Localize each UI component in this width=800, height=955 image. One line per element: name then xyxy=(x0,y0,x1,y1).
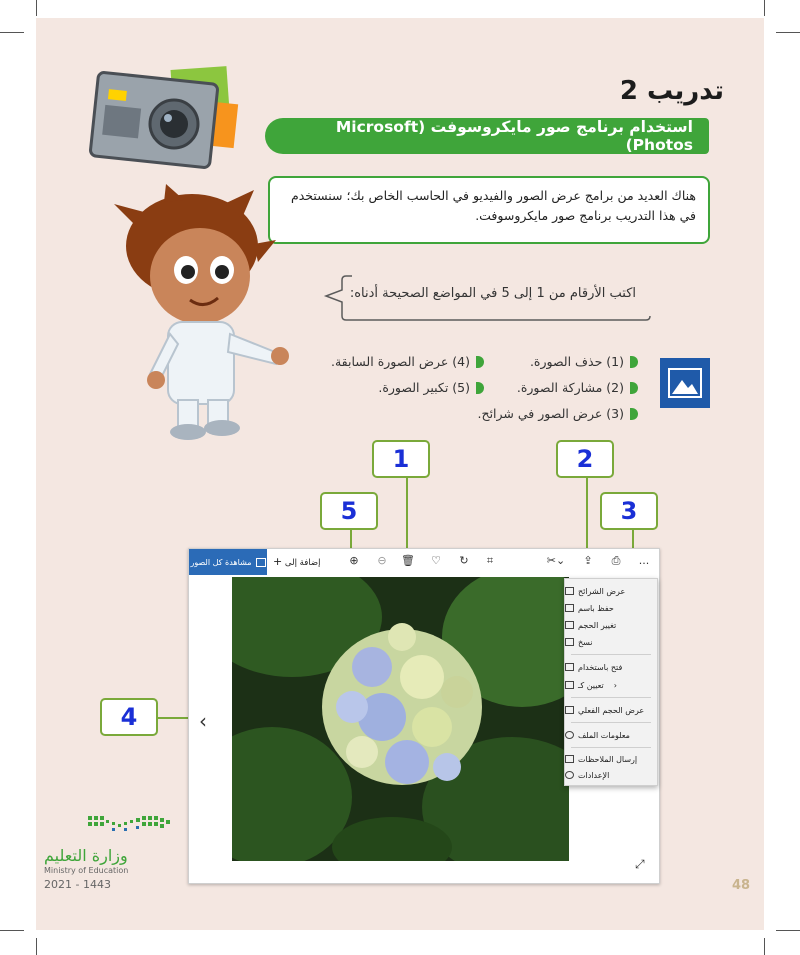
ministry-logo-mark xyxy=(88,812,174,834)
camera-illustration xyxy=(88,62,252,174)
crop-mark xyxy=(764,0,765,16)
crop-mark xyxy=(0,32,24,33)
crop-mark xyxy=(776,32,800,33)
boy-illustration xyxy=(104,184,294,442)
open-with-icon xyxy=(565,663,574,671)
hydrangea-photo xyxy=(232,577,569,861)
menu-item-set-as[interactable]: ‹ تعيين كـ xyxy=(565,677,657,693)
fullscreen-expand-icon[interactable]: ⤢ xyxy=(635,857,645,871)
academic-year: 2021 - 1443 xyxy=(44,878,111,891)
crop-mark xyxy=(776,930,800,931)
legend-item-1: (1) حذف الصورة. xyxy=(530,354,638,369)
intro-paragraph: هناك العديد من برامج عرض الصور والفيديو في الحاسب الخاص بك؛ سنستخدم في هذا التدريب برنامج صور مايكروسوفت. xyxy=(268,176,710,244)
ministry-name-english: Ministry of Education xyxy=(44,866,129,875)
photos-app-icon xyxy=(660,358,710,408)
menu-item-slideshow[interactable]: عرض الشرائح xyxy=(565,583,657,599)
add-to-button[interactable]: إضافة إلى + xyxy=(273,555,321,568)
legend-item-2: (2) مشاركة الصورة. xyxy=(517,380,638,395)
callout-number-4: 4 xyxy=(100,698,158,736)
menu-divider xyxy=(571,722,651,723)
chevron-left-icon: ‹ xyxy=(613,680,617,690)
callout-number-3: 3 xyxy=(600,492,658,530)
section-banner: استخدام برنامج صور مايكروسوفت (Microsoft Photos) xyxy=(265,118,709,154)
gear-icon xyxy=(565,771,574,779)
actual-size-icon xyxy=(565,706,574,714)
feedback-icon xyxy=(565,755,574,763)
legend-item-5: (5) تكبير الصورة. xyxy=(378,380,484,395)
previous-image-button[interactable]: ‹ xyxy=(199,709,207,733)
plus-icon: + xyxy=(273,555,283,568)
edit-scissors-icon[interactable]: ✂⌄ xyxy=(546,554,566,567)
page-number: 48 xyxy=(732,878,751,893)
crop-mark xyxy=(0,930,24,931)
menu-item-send-feedback[interactable]: إرسال الملاحظات xyxy=(565,751,657,767)
callout-number-5: 5 xyxy=(320,492,378,530)
callout-number-1: 1 xyxy=(372,440,430,478)
menu-item-copy[interactable]: نسخ xyxy=(565,634,657,650)
leader-line xyxy=(586,478,588,558)
exercise-title: تدريب 2 xyxy=(619,76,724,106)
leader-line xyxy=(158,717,192,719)
copy-icon xyxy=(565,638,574,646)
menu-item-save-as[interactable]: حفظ باسم xyxy=(565,600,657,616)
menu-divider xyxy=(571,747,651,748)
menu-item-settings[interactable]: الإعدادات xyxy=(565,767,657,783)
more-options-button[interactable]: ... xyxy=(638,554,650,567)
zoom-in-icon[interactable]: ⊕ xyxy=(349,554,359,567)
zoom-out-icon[interactable]: ⊖ xyxy=(377,554,387,567)
rotate-icon[interactable]: ↻ xyxy=(459,554,469,567)
share-icon[interactable]: ⇪ xyxy=(583,554,593,567)
menu-divider xyxy=(571,654,651,655)
set-as-icon xyxy=(565,681,574,689)
crop-mark xyxy=(36,0,37,16)
menu-item-file-info[interactable]: معلومات الملف xyxy=(565,727,657,743)
delete-icon[interactable]: 🗑 xyxy=(401,554,415,567)
crop-mark xyxy=(36,938,37,955)
legend-item-3: (3) عرض الصور في شرائح. xyxy=(478,406,638,421)
leader-line xyxy=(406,478,408,548)
info-icon xyxy=(565,731,574,739)
instruction-text: اكتب الأرقام من 1 إلى 5 في المواضع الصحيحة أدناه: xyxy=(349,286,636,301)
menu-item-resize[interactable]: تغيير الحجم xyxy=(565,617,657,633)
legend-item-4: (4) عرض الصورة السابقة. xyxy=(331,354,484,369)
slideshow-icon xyxy=(565,587,574,595)
favorite-heart-icon[interactable]: ♡ xyxy=(431,554,441,567)
menu-divider xyxy=(571,697,651,698)
more-options-menu xyxy=(564,578,658,786)
photos-toolbar xyxy=(189,549,659,575)
resize-icon xyxy=(565,621,574,629)
crop-icon[interactable]: ⌗ xyxy=(486,554,494,567)
save-icon xyxy=(565,604,574,612)
crop-mark xyxy=(764,938,765,955)
menu-item-open-with[interactable]: فتح باستخدام xyxy=(565,659,657,675)
menu-item-actual-size[interactable]: عرض الحجم الفعلي xyxy=(565,702,657,718)
gallery-icon xyxy=(256,558,266,567)
instruction-callout xyxy=(322,274,652,322)
callout-number-2: 2 xyxy=(556,440,614,478)
view-all-photos-button[interactable]: مشاهدة كل الصور xyxy=(189,549,267,575)
print-icon[interactable]: ⎙ xyxy=(611,554,621,567)
ministry-name-arabic: وزارة التعليم xyxy=(44,846,128,865)
